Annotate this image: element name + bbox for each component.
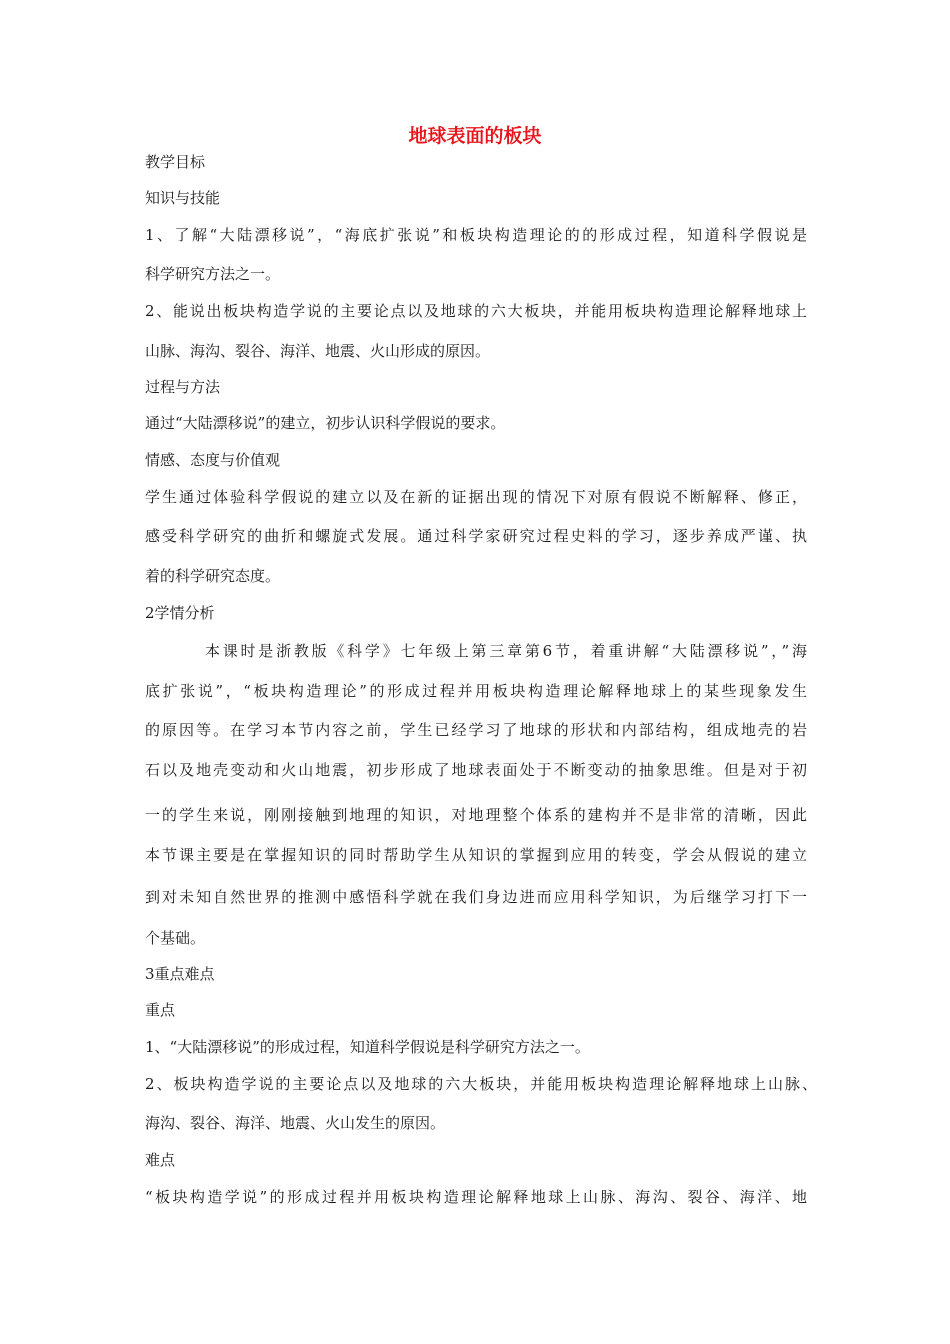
paragraph-line: 石以及地壳变动和火山地震，初步形成了地球表面处于不断变动的抽象思维。但是对于初 — [145, 761, 807, 779]
paragraph-line: 通过“大陆漂移说”的建立，初步认识科学假说的要求。 — [145, 414, 506, 432]
paragraph-line: 山脉、海沟、裂谷、海洋、地震、火山形成的原因。 — [145, 342, 491, 360]
heading-student-analysis: 2学情分析 — [145, 604, 215, 622]
paragraph-line: 个基础。 — [145, 929, 206, 947]
subheading-difficult-points: 难点 — [145, 1151, 176, 1169]
paragraph-line: “板块构造学说”的形成过程并用板块构造理论解释地球上山脉、海沟、裂谷、海洋、地 — [145, 1188, 807, 1206]
subheading-knowledge-skills: 知识与技能 — [145, 189, 221, 207]
paragraph-line: 1、了解“大陆漂移说”，“海底扩张说”和板块构造理论的的形成过程，知道科学假说是 — [145, 226, 807, 244]
paragraph-line: 着的科学研究态度。 — [145, 567, 281, 585]
paragraph-line: 感受科学研究的曲折和螺旋式发展。通过科学家研究过程史料的学习，逐步养成严谨、执 — [145, 527, 807, 545]
paragraph-line: 底扩张说”，“板块构造理论”的形成过程并用板块构造理论解释地球上的某些现象发生 — [145, 682, 807, 700]
paragraph-line: 1、“大陆漂移说”的形成过程，知道科学假说是科学研究方法之一。 — [145, 1038, 590, 1056]
paragraph-line: 本节课主要是在掌握知识的同时帮助学生从知识的掌握到应用的转变，学会从假说的建立 — [145, 846, 807, 864]
paragraph-line: 学生通过体验科学假说的建立以及在新的证据出现的情况下对原有假说不断解释、修正， — [145, 488, 807, 506]
paragraph-line: 2、板块构造学说的主要论点以及地球的六大板块，并能用板块构造理论解释地球上山脉、 — [145, 1075, 817, 1093]
paragraph-line: 科学研究方法之一。 — [145, 265, 281, 283]
subheading-attitude-values: 情感、态度与价值观 — [145, 451, 281, 469]
heading-key-difficult-points: 3重点难点 — [145, 965, 215, 983]
paragraph-line: 的原因等。在学习本节内容之前，学生已经学习了地球的形状和内部结构，组成地壳的岩 — [145, 721, 807, 739]
paragraph-line: 海沟、裂谷、海洋、地震、火山发生的原因。 — [145, 1114, 446, 1132]
subheading-process-methods: 过程与方法 — [145, 378, 221, 396]
page-title: 地球表面的板块 — [408, 125, 542, 147]
paragraph-line: 2、能说出板块构造学说的主要论点以及地球的六大板块，并能用板块构造理论解释地球上 — [145, 302, 807, 320]
paragraph-line: 到对未知自然世界的推测中感悟科学就在我们身边进而应用科学知识，为后继学习打下一 — [145, 888, 807, 906]
paragraph-line: 一的学生来说，刚刚接触到地理的知识，对地理整个体系的建构并不是非常的清晰，因此 — [145, 806, 807, 824]
heading-teaching-goals: 教学目标 — [145, 153, 206, 171]
subheading-key-points: 重点 — [145, 1001, 176, 1019]
paragraph-line: 本课时是浙教版《科学》七年级上第三章第6节，着重讲解“大陆漂移说”，”海 — [205, 642, 807, 660]
